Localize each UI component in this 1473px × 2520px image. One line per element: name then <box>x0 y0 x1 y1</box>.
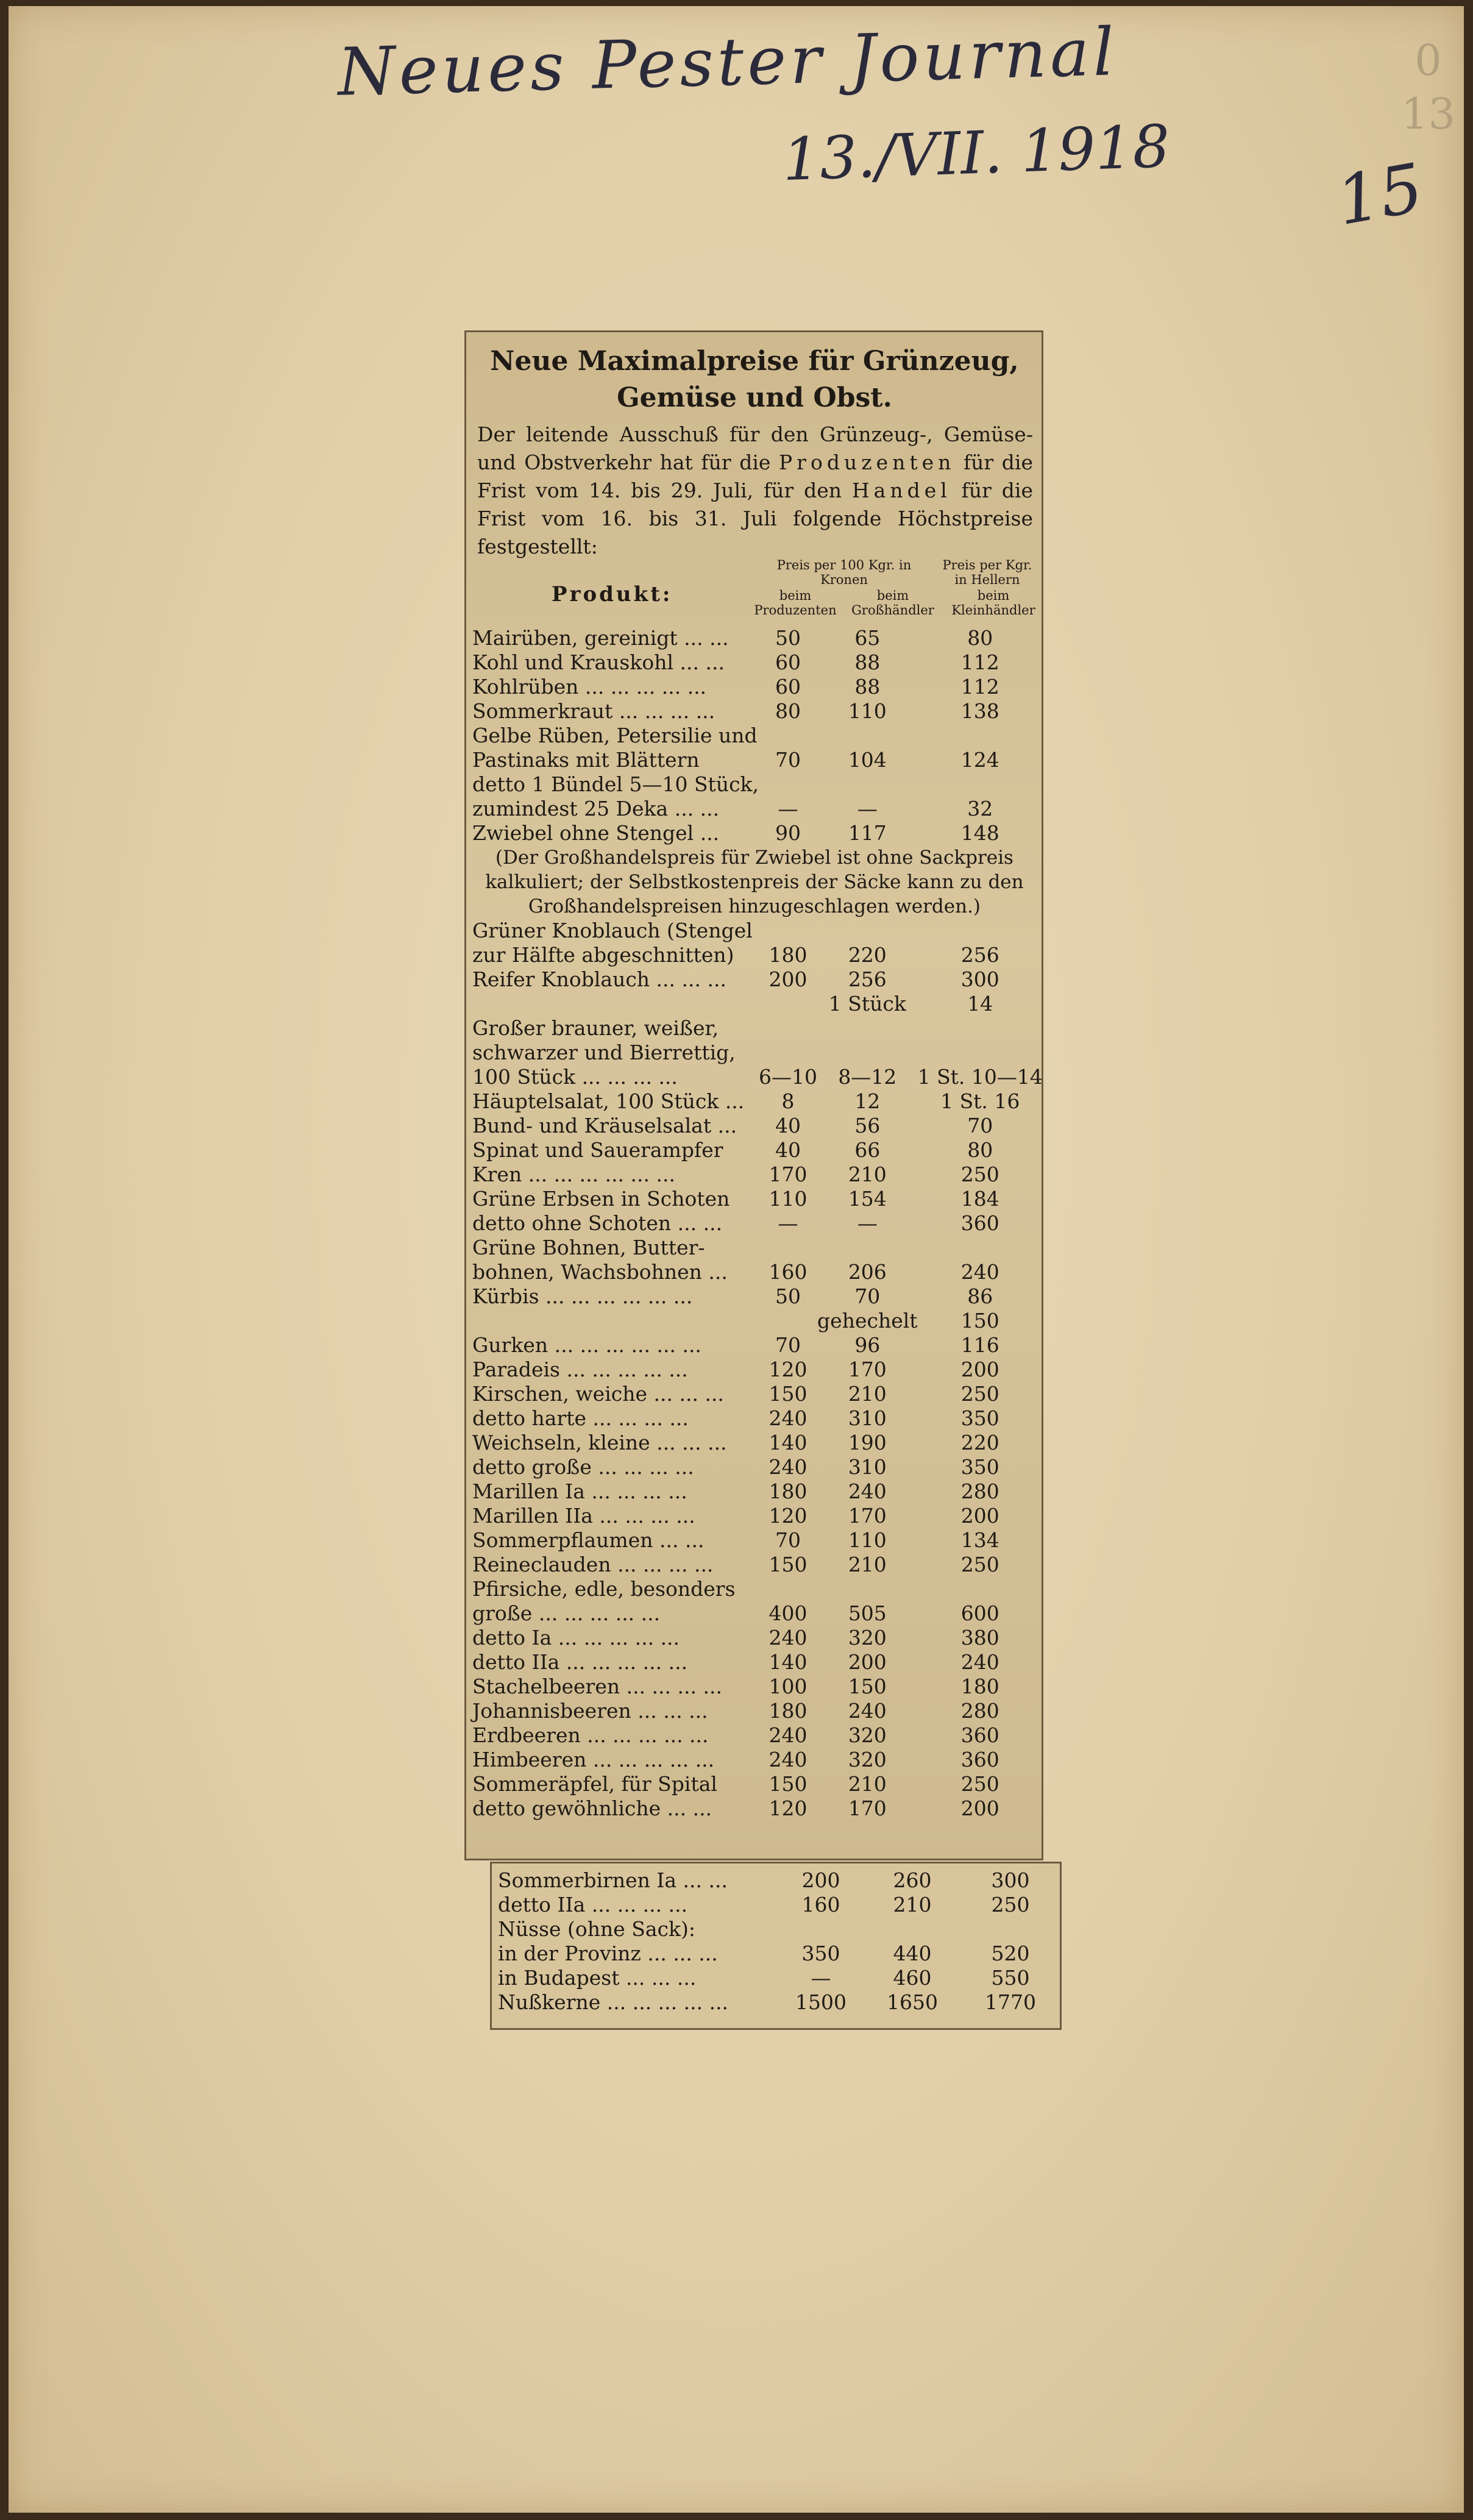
price-wholesale: 170 <box>848 1358 887 1381</box>
price-producer: — <box>778 797 798 820</box>
product-name: Himbeeren ... ... ... ... ... <box>472 1748 715 1771</box>
price-wholesale: 1 Stück <box>828 992 906 1016</box>
product-name: detto IIa ... ... ... ... <box>498 1893 688 1917</box>
price-wholesale: 460 <box>893 1966 932 1990</box>
price-retail: 250 <box>960 1553 999 1576</box>
price-producer: 180 <box>768 1479 807 1503</box>
price-wholesale: 200 <box>848 1650 887 1674</box>
price-retail: 360 <box>960 1723 999 1747</box>
product-name: detto harte ... ... ... ... <box>472 1406 689 1430</box>
price-retail: 250 <box>991 1893 1030 1917</box>
table-row <box>492 1893 1060 1917</box>
product-name: Reineclauden ... ... ... ... <box>472 1553 714 1576</box>
price-producer <box>759 1236 817 1260</box>
price-retail: 350 <box>960 1406 999 1430</box>
price-producer: 160 <box>768 1260 807 1284</box>
table-row <box>466 943 1043 967</box>
table-row <box>466 1699 1043 1723</box>
price-producer: 400 <box>768 1601 807 1625</box>
table-row <box>466 724 1043 748</box>
price-retail: 32 <box>967 797 993 820</box>
product-name: Grüne Erbsen in Schoten <box>472 1187 730 1211</box>
price-wholesale: — <box>857 1211 878 1235</box>
price-producer: 240 <box>768 1455 807 1479</box>
price-retail: 300 <box>991 1868 1030 1892</box>
price-wholesale: — <box>857 797 878 820</box>
price-producer: — <box>778 1211 798 1235</box>
product-name: Paradeis ... ... ... ... ... <box>472 1358 688 1381</box>
table-row <box>466 1114 1043 1138</box>
table-row <box>466 1236 1043 1260</box>
table-row <box>466 1333 1043 1358</box>
handwritten-source: Neues Pester Journal <box>336 14 1119 111</box>
price-producer: 180 <box>768 1699 807 1723</box>
product-name: Grüne Bohnen, Butter- <box>472 1236 705 1259</box>
price-retail: 250 <box>960 1162 999 1186</box>
table-row <box>492 1942 1060 1966</box>
table-row <box>466 1065 1043 1089</box>
price-retail: 112 <box>960 675 999 699</box>
price-wholesale: 190 <box>848 1431 887 1454</box>
price-producer: 40 <box>775 1138 801 1162</box>
price-wholesale <box>864 1917 961 1942</box>
column-header-product: Produkt: <box>552 582 673 607</box>
product-name: Pfirsiche, edle, besonders <box>472 1577 736 1601</box>
table-row <box>466 1382 1043 1406</box>
price-wholesale: 240 <box>848 1479 887 1503</box>
table-row <box>466 1528 1043 1553</box>
price-wholesale: 210 <box>848 1553 887 1576</box>
product-name: Kohl und Krauskohl ... ... <box>472 650 725 674</box>
product-name: detto 1 Bündel 5—10 Stück, <box>472 772 759 796</box>
price-retail: 148 <box>960 821 999 845</box>
price-retail: 300 <box>960 967 999 991</box>
onion-price-note: (Der Großhandelspreis für Zwiebel ist ohne Sackpreis kalkuliert; der Selbstkostenpreis der Säcke kann zu den Großhandelspreisen hinzugeschlagen werden.) <box>485 847 1024 917</box>
price-wholesale: 310 <box>848 1455 887 1479</box>
price-retail <box>918 1577 1043 1601</box>
price-retail: 124 <box>960 748 999 772</box>
price-wholesale: 310 <box>848 1406 887 1430</box>
product-name <box>466 992 759 1016</box>
price-wholesale: 220 <box>848 943 887 967</box>
intro-text: für die Frist vom 14. bis 29. Juli, für den <box>477 450 1033 502</box>
price-producer: 120 <box>768 1504 807 1528</box>
price-retail: 550 <box>991 1966 1030 1990</box>
price-retail: 1 St. 16 <box>940 1089 1020 1113</box>
product-name: detto ohne Schoten ... ... <box>472 1211 723 1235</box>
product-name: Grüner Knoblauch (Stengel <box>472 919 753 942</box>
price-producer: 200 <box>801 1868 840 1892</box>
price-retail <box>918 772 1043 797</box>
price-wholesale: 117 <box>848 821 887 845</box>
column-group-hellern: Preis per Kgr. in Hellern <box>942 558 1032 587</box>
product-name: 100 Stück ... ... ... ... <box>472 1065 678 1089</box>
price-wholesale: 505 <box>848 1601 887 1625</box>
price-retail: 360 <box>960 1211 999 1235</box>
table-row <box>466 1626 1043 1650</box>
price-producer <box>759 1016 817 1041</box>
price-producer: 70 <box>775 748 801 772</box>
price-producer <box>759 1041 817 1065</box>
price-wholesale: 260 <box>893 1868 932 1892</box>
price-retail: 240 <box>960 1650 999 1674</box>
table-row <box>466 1650 1043 1675</box>
price-table <box>466 626 1043 1821</box>
table-row <box>466 772 1043 797</box>
price-retail: 600 <box>960 1601 999 1625</box>
table-row <box>466 1187 1043 1211</box>
column-header-retailer: beim Kleinhändler <box>951 588 1035 618</box>
price-retail <box>918 1041 1043 1065</box>
product-name: große ... ... ... ... ... <box>472 1601 661 1625</box>
price-retail: 280 <box>960 1699 999 1723</box>
price-producer: 240 <box>768 1626 807 1650</box>
product-name: zur Hälfte abgeschnitten) <box>472 943 734 967</box>
price-producer: 240 <box>768 1723 807 1747</box>
price-producer: 100 <box>768 1675 807 1698</box>
price-producer: 240 <box>768 1406 807 1430</box>
table-row <box>466 1455 1043 1479</box>
product-name: schwarzer und Bierrettig, <box>472 1041 736 1064</box>
price-retail: 116 <box>960 1333 999 1357</box>
price-wholesale: 440 <box>893 1942 932 1965</box>
price-retail: 256 <box>960 943 999 967</box>
price-wholesale: 56 <box>854 1114 881 1137</box>
table-row <box>466 1284 1043 1309</box>
price-retail: 134 <box>960 1528 999 1552</box>
table-row <box>466 1162 1043 1187</box>
product-name: detto große ... ... ... ... <box>472 1455 694 1479</box>
price-producer: 150 <box>768 1382 807 1406</box>
product-name: Kren ... ... ... ... ... ... <box>472 1162 675 1186</box>
handwritten-date: 13./VII. 1918 <box>781 112 1171 194</box>
price-wholesale: 170 <box>848 1504 887 1528</box>
price-producer <box>759 772 817 797</box>
product-name: Kürbis ... ... ... ... ... ... <box>472 1284 693 1308</box>
article-headline: Neue Maximalpreise für Grünzeug, Gemüse und Obst. <box>490 346 1019 413</box>
price-wholesale: 210 <box>848 1772 887 1796</box>
price-retail: 180 <box>960 1675 999 1698</box>
price-producer <box>759 724 817 748</box>
price-producer: 1500 <box>795 1990 847 2014</box>
price-wholesale: 210 <box>848 1162 887 1186</box>
price-retail: 14 <box>967 992 993 1016</box>
table-row <box>466 797 1043 821</box>
price-wholesale: 170 <box>848 1796 887 1820</box>
price-producer: 110 <box>768 1187 807 1211</box>
price-wholesale: 70 <box>854 1284 881 1308</box>
price-producer: 200 <box>768 967 807 991</box>
table-row <box>466 1211 1043 1236</box>
product-name: Bund- und Kräuselsalat ... <box>472 1114 737 1137</box>
price-wholesale: gehechelt <box>817 1309 918 1333</box>
price-wholesale: 110 <box>848 699 887 723</box>
table-row <box>466 1479 1043 1504</box>
product-name: Häuptelsalat, 100 Stück ... <box>472 1089 745 1113</box>
price-wholesale: 256 <box>848 967 887 991</box>
archive-sheet <box>9 6 1464 2513</box>
price-wholesale: 320 <box>848 1723 887 1747</box>
column-group-kronen: Preis per 100 Kgr. in Kronen <box>776 558 912 587</box>
price-retail: 150 <box>960 1309 999 1333</box>
product-name: Nußkerne ... ... ... ... ... <box>498 1990 729 2014</box>
table-row <box>466 1406 1043 1431</box>
product-name: Reifer Knoblauch ... ... ... <box>472 967 726 991</box>
table-row <box>466 919 1043 943</box>
price-retail <box>918 919 1043 943</box>
price-wholesale: 320 <box>848 1748 887 1771</box>
table-row <box>466 1601 1043 1626</box>
price-retail: 240 <box>960 1260 999 1284</box>
pencil-marks <box>1401 34 1455 141</box>
price-wholesale: 320 <box>848 1626 887 1650</box>
price-retail <box>918 1016 1043 1041</box>
table-row <box>466 1041 1043 1065</box>
price-producer: 60 <box>775 650 801 674</box>
price-retail: 250 <box>960 1772 999 1796</box>
product-name: Erdbeeren ... ... ... ... ... <box>472 1723 709 1747</box>
product-name: zumindest 25 Deka ... ... <box>472 797 720 820</box>
table-row <box>466 626 1043 650</box>
product-name: detto Ia ... ... ... ... ... <box>472 1626 680 1650</box>
intro-text: Der leitende Ausschuß für den Grünzeug-, Gemüse- und Obstverkehr hat für die <box>477 422 1033 474</box>
table-row <box>466 1089 1043 1114</box>
price-wholesale: 66 <box>854 1138 881 1162</box>
price-retail: 184 <box>960 1187 999 1211</box>
price-retail: 360 <box>960 1748 999 1771</box>
price-producer <box>759 919 817 943</box>
price-producer: 50 <box>775 626 801 650</box>
product-name: Kirschen, weiche ... ... ... <box>472 1382 724 1406</box>
pencil-mark: 0 <box>1414 35 1442 85</box>
table-row <box>466 1504 1043 1528</box>
product-name: in der Provinz ... ... ... <box>498 1942 718 1965</box>
price-producer: 6—10 <box>759 1065 818 1089</box>
price-wholesale: 154 <box>848 1187 887 1211</box>
price-retail: 1 St. 10—14 <box>917 1065 1043 1089</box>
table-row <box>492 1917 1060 1942</box>
product-name: Nüsse (ohne Sack): <box>498 1917 696 1941</box>
price-wholesale <box>817 1016 918 1041</box>
price-producer: 120 <box>768 1796 807 1820</box>
table-row <box>466 1675 1043 1699</box>
price-retail <box>918 1236 1043 1260</box>
price-producer: 40 <box>775 1114 801 1137</box>
table-row <box>466 1577 1043 1601</box>
price-retail: 80 <box>967 626 993 650</box>
product-name: Pastinaks mit Blättern <box>472 748 700 772</box>
price-wholesale: 65 <box>854 626 881 650</box>
product-name: Sommerpflaumen ... ... <box>472 1528 705 1552</box>
table-row <box>492 1990 1060 2015</box>
product-name: Kohlrüben ... ... ... ... ... <box>472 675 707 699</box>
table-row <box>466 1138 1043 1162</box>
product-name: Sommeräpfel, für Spital <box>472 1772 717 1796</box>
table-row <box>466 821 1043 845</box>
price-wholesale: 12 <box>854 1089 881 1113</box>
price-producer: 80 <box>775 699 801 723</box>
price-retail: 200 <box>960 1796 999 1820</box>
price-wholesale <box>817 1041 918 1065</box>
price-wholesale: 8—12 <box>838 1065 897 1089</box>
price-producer: 160 <box>801 1893 840 1917</box>
table-row <box>466 1431 1043 1455</box>
price-retail: 138 <box>960 699 999 723</box>
price-producer: 70 <box>775 1528 801 1552</box>
product-name: Sommerkraut ... ... ... ... <box>472 699 715 723</box>
price-retail <box>918 724 1043 748</box>
price-retail: 80 <box>967 1138 993 1162</box>
price-retail: 112 <box>960 650 999 674</box>
product-name <box>466 1309 759 1333</box>
price-wholesale <box>817 1236 918 1260</box>
newspaper-clipping-continued <box>490 1862 1062 2030</box>
price-wholesale: 210 <box>848 1382 887 1406</box>
price-wholesale: 206 <box>848 1260 887 1284</box>
table-row <box>466 1309 1043 1333</box>
price-wholesale: 88 <box>854 650 881 674</box>
price-producer: 140 <box>768 1650 807 1674</box>
price-wholesale: 110 <box>848 1528 887 1552</box>
product-name: in Budapest ... ... ... <box>498 1966 697 1990</box>
table-row <box>466 675 1043 699</box>
price-retail: 1770 <box>985 1990 1036 2014</box>
price-wholesale: 240 <box>848 1699 887 1723</box>
product-name: Marillen Ia ... ... ... ... <box>472 1479 687 1503</box>
price-retail: 70 <box>967 1114 993 1137</box>
table-row <box>466 1358 1043 1382</box>
price-producer: 150 <box>768 1772 807 1796</box>
price-producer: 60 <box>775 675 801 699</box>
product-name: detto gewöhnliche ... ... <box>472 1796 712 1820</box>
table-row <box>466 1723 1043 1748</box>
price-retail: 250 <box>960 1382 999 1406</box>
price-retail: 520 <box>991 1942 1030 1965</box>
table-row <box>466 1260 1043 1284</box>
intro-emphasis: Handel <box>851 479 951 502</box>
price-producer: 150 <box>768 1553 807 1576</box>
product-name: Mairüben, gereinigt ... ... <box>472 626 729 650</box>
price-producer <box>759 992 817 1016</box>
price-wholesale <box>817 919 918 943</box>
product-name: Gelbe Rüben, Petersilie und <box>472 724 758 747</box>
table-note-row <box>466 845 1043 919</box>
handwritten-page-number: 15 <box>1330 148 1429 241</box>
price-wholesale: 96 <box>854 1333 881 1357</box>
price-producer <box>759 1309 817 1333</box>
table-row <box>466 1772 1043 1796</box>
price-producer: 50 <box>775 1284 801 1308</box>
pencil-mark: 13 <box>1401 89 1456 139</box>
table-row <box>466 1016 1043 1041</box>
product-name: Gurken ... ... ... ... ... ... <box>472 1333 701 1357</box>
price-retail: 200 <box>960 1358 999 1381</box>
price-retail: 200 <box>960 1504 999 1528</box>
price-wholesale: 150 <box>848 1675 887 1698</box>
product-name: bohnen, Wachsbohnen ... <box>472 1260 728 1284</box>
table-row <box>466 748 1043 772</box>
price-producer: 170 <box>768 1162 807 1186</box>
price-producer: 90 <box>775 821 801 845</box>
price-wholesale <box>817 772 918 797</box>
intro-text: für die Frist vom 16. bis 31. Juli folgende Höchstpreise festgestellt: <box>477 479 1033 558</box>
price-retail: 280 <box>960 1479 999 1503</box>
price-wholesale <box>817 724 918 748</box>
product-name: Johannisbeeren ... ... ... <box>472 1699 708 1723</box>
table-row <box>466 650 1043 675</box>
table-row <box>466 1748 1043 1772</box>
price-producer: 240 <box>768 1748 807 1771</box>
price-producer: 350 <box>801 1942 840 1965</box>
table-row <box>492 1868 1060 1893</box>
price-retail <box>961 1917 1060 1942</box>
product-name: detto IIa ... ... ... ... ... <box>472 1650 688 1674</box>
product-name: Zwiebel ohne Stengel ... <box>472 821 720 845</box>
price-wholesale: 88 <box>854 675 881 699</box>
table-row <box>466 1796 1043 1821</box>
price-producer <box>778 1917 864 1942</box>
column-header-producer: beim Produzenten <box>754 588 837 618</box>
price-retail: 220 <box>960 1431 999 1454</box>
price-producer: 140 <box>768 1431 807 1454</box>
price-retail: 86 <box>967 1284 993 1308</box>
product-name: Sommerbirnen Ia ... ... <box>498 1868 728 1892</box>
price-retail: 380 <box>960 1626 999 1650</box>
product-name: Stachelbeeren ... ... ... ... <box>472 1675 722 1698</box>
table-row <box>466 992 1043 1016</box>
price-table-continued <box>492 1868 1060 2015</box>
price-producer: — <box>811 1966 831 1990</box>
price-producer <box>759 1577 817 1601</box>
table-row <box>466 967 1043 992</box>
table-row <box>466 1553 1043 1577</box>
price-wholesale <box>817 1577 918 1601</box>
product-name: Weichseln, kleine ... ... ... <box>472 1431 727 1454</box>
price-retail: 350 <box>960 1455 999 1479</box>
article-intro <box>477 421 1033 561</box>
price-producer: 70 <box>775 1333 801 1357</box>
price-wholesale: 210 <box>893 1893 932 1917</box>
column-header-wholesaler: beim Großhändler <box>851 588 934 618</box>
product-name: Marillen IIa ... ... ... ... <box>472 1504 695 1528</box>
table-row <box>492 1966 1060 1990</box>
newspaper-clipping <box>464 330 1043 1860</box>
price-wholesale: 104 <box>848 748 887 772</box>
price-producer: 120 <box>768 1358 807 1381</box>
price-producer: 8 <box>781 1089 795 1113</box>
price-producer: 180 <box>768 943 807 967</box>
product-name: Großer brauner, weißer, <box>472 1016 719 1040</box>
intro-emphasis: Produzenten <box>778 450 956 474</box>
price-wholesale: 1650 <box>887 1990 938 2014</box>
table-row <box>466 699 1043 724</box>
product-name: Spinat und Sauerampfer <box>472 1138 723 1162</box>
